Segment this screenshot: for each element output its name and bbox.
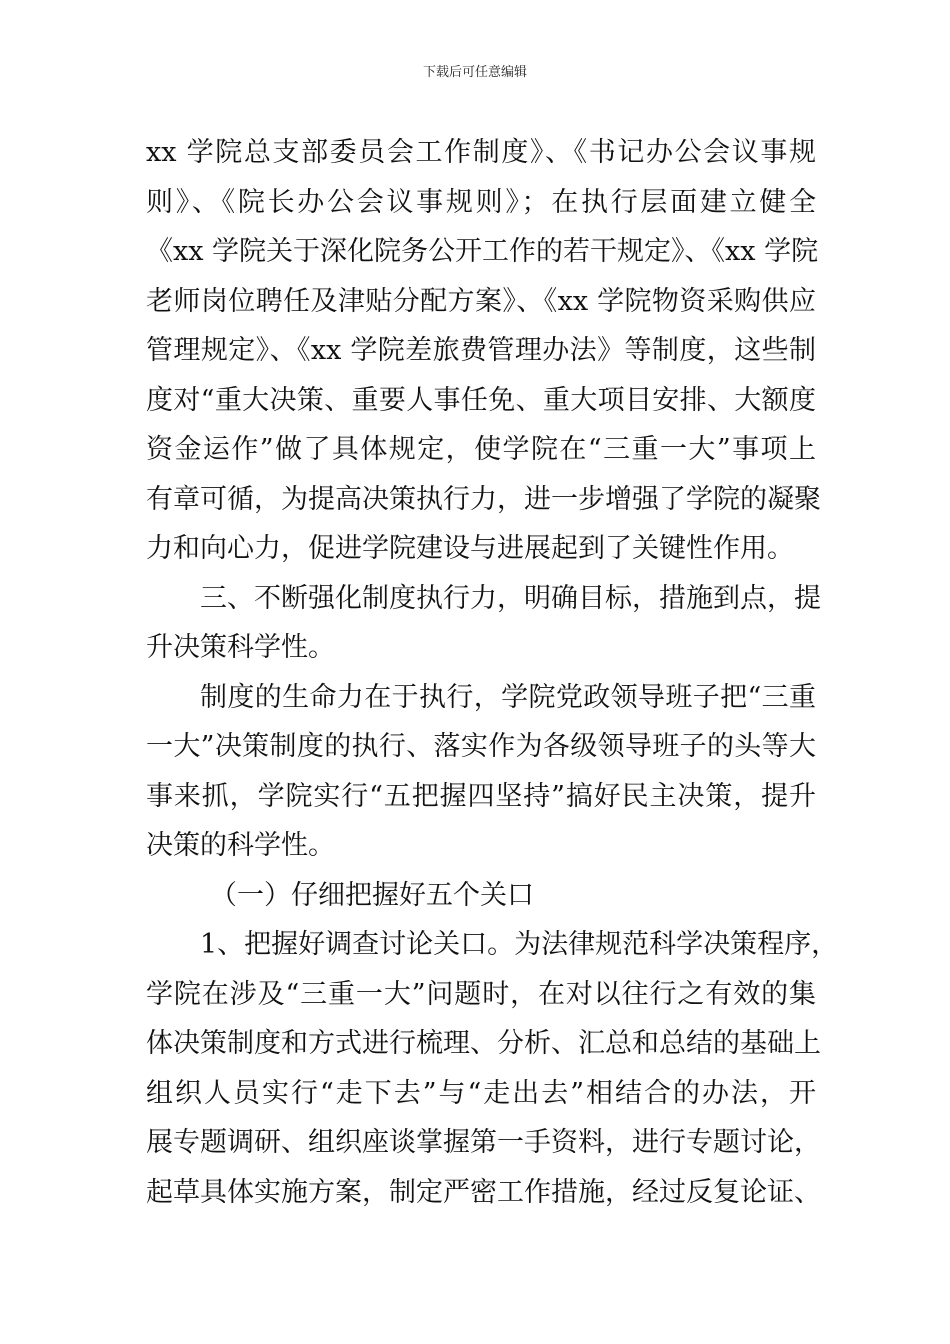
text-line: 学院在涉及“三重一大”问题时，在对以往行之有效的集 [146, 978, 816, 1010]
text-line: 管理规定》、《xx 学院差旅费管理办法》等制度，这些制 [146, 335, 816, 366]
text-line: xx 学院总支部委员会工作制度》、《书记办公会议事规 [146, 137, 816, 168]
section-heading-line: 三、不断强化制度执行力，明确目标，措施到点，提 [200, 582, 821, 614]
text-line: 一大”决策制度的执行、落实作为各级领导班子的头等大 [146, 731, 816, 762]
section-heading-line: 升决策科学性。 [146, 632, 335, 663]
text-line: 《xx 学院关于深化院务公开工作的若干规定》、《xx 学院 [146, 236, 819, 267]
text-line: 起草具体实施方案，制定严密工作措施，经过反复论证、 [146, 1176, 821, 1208]
subsection-heading: （一）仔细把握好五个关口 [210, 879, 534, 911]
page-header: 下载后可任意编辑 [422, 65, 527, 80]
text-line: 体决策制度和方式进行梳理、分析、汇总和总结的基础上 [146, 1028, 821, 1059]
text-line: 力和向心力，促进学院建设与进展起到了关键性作用。 [146, 533, 794, 564]
text-line: 1、把握好调查讨论关口。为法律规范科学决策程序， [200, 929, 839, 960]
text-line: 有章可循，为提高决策执行力，进一步增强了学院的凝聚 [146, 483, 821, 515]
text-line: 则》、《院长办公会议事规则》；在执行层面建立健全 [146, 186, 816, 218]
text-line: 事来抓，学院实行“五把握四坚持”搞好民主决策，提升 [146, 780, 816, 812]
text-line: 制度的生命力在于执行，学院党政领导班子把“三重 [200, 681, 816, 713]
document-body [146, 128, 839, 1217]
text-line: 度对“重大决策、重要人事任免、重大项目安排、大额度 [146, 384, 816, 416]
text-line: 组织人员实行“走下去”与“走出去”相结合的办法，开 [146, 1077, 816, 1109]
text-line: 展专题调研、组织座谈掌握第一手资料，进行专题讨论， [146, 1127, 821, 1158]
text-line: 决策的科学性。 [146, 830, 335, 861]
text-line: 老师岗位聘任及津贴分配方案》、《xx 学院物资采购供应 [146, 285, 816, 317]
text-line: 资金运作”做了具体规定，使学院在“三重一大”事项上 [146, 434, 816, 465]
